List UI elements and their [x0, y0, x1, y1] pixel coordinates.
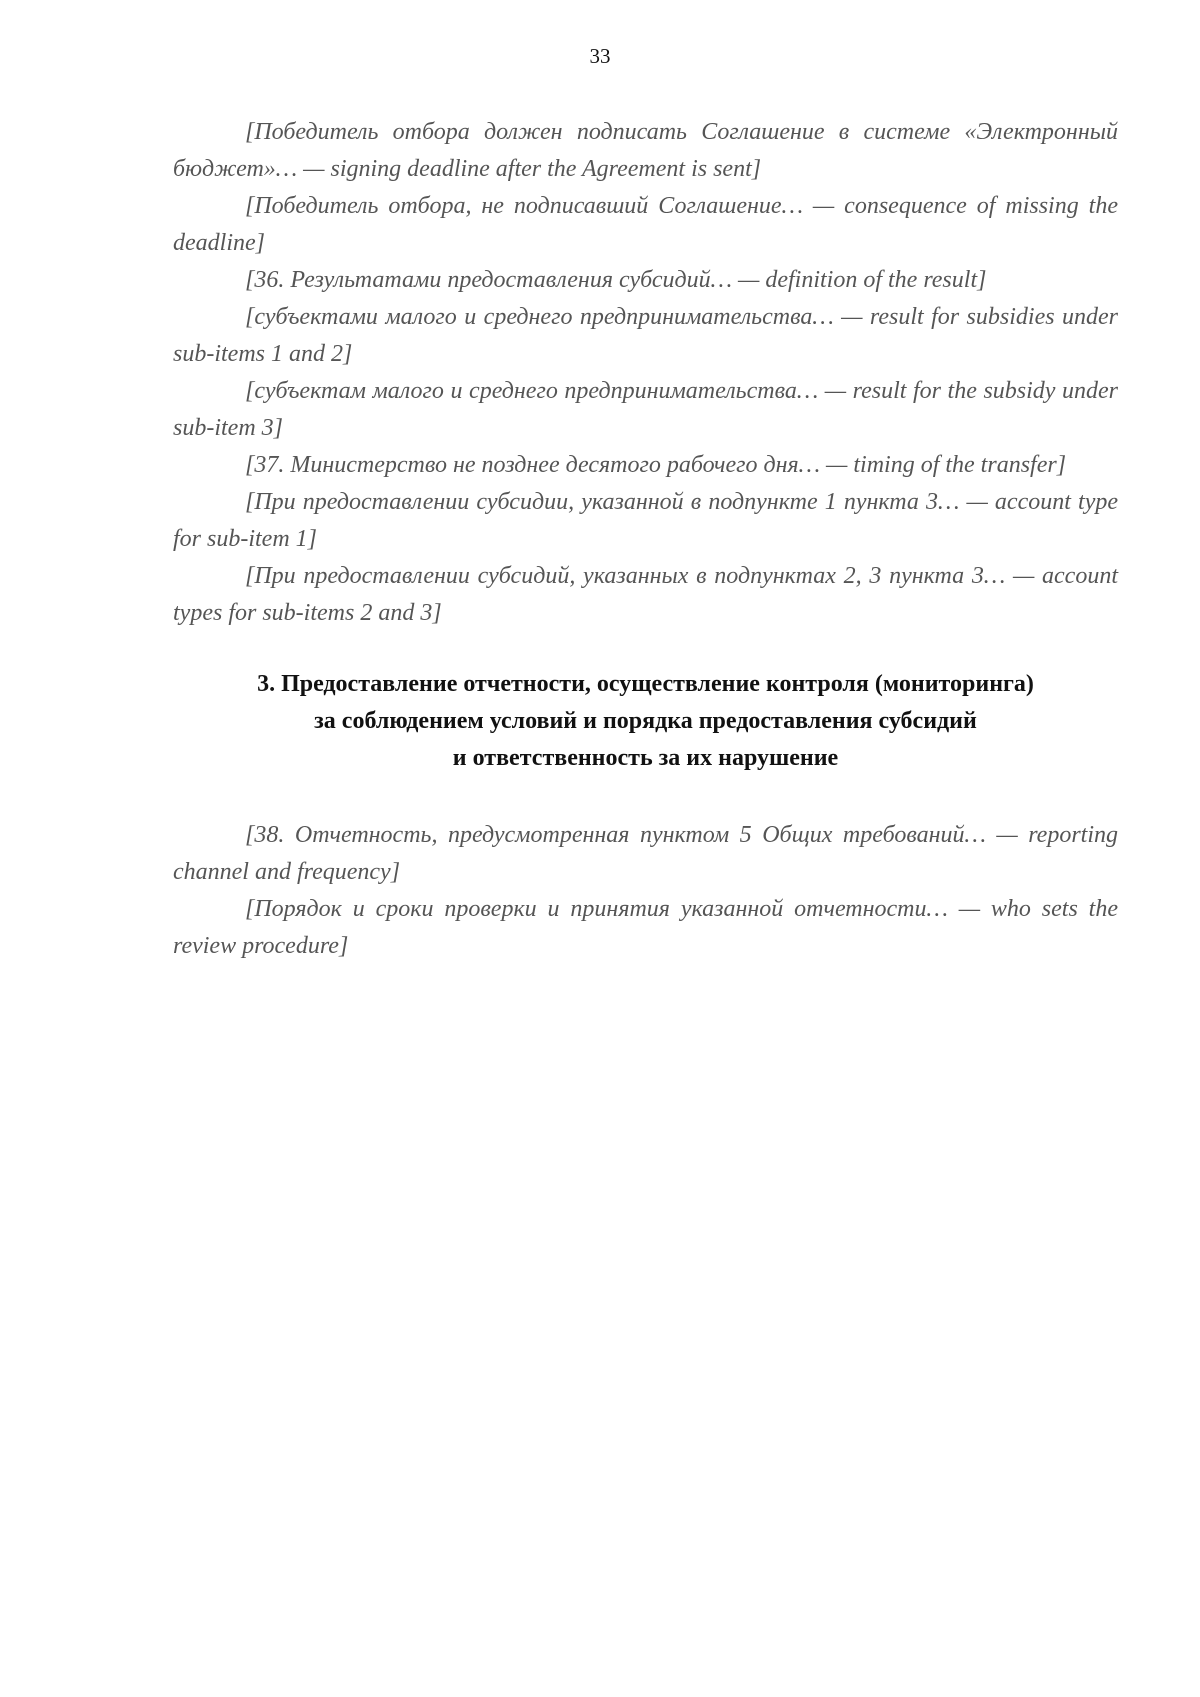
paragraph-result-projects: [субъектами малого и среднего предпринимательства… — result for subsidies under sub-items 1 and 2] [173, 304, 1118, 367]
section-heading-line: 3. Предоставление отчетности, осуществление контроля (мониторинга) [257, 671, 1034, 697]
document-body [173, 114, 1118, 965]
paragraph-winner-signing: [Победитель отбора должен подписать Соглашение в системе «Электронный бюджет»… — signing deadline after the Agreement is sent] [173, 119, 1118, 182]
paragraph-review-procedure: [Порядок и сроки проверки и принятия указанной отчетности… — who sets the review procedure] [173, 896, 1118, 959]
paragraph-result-consulting: [субъектам малого и среднего предпринимательства… — result for the subsidy under sub-item 3] [173, 378, 1118, 441]
section-heading-line: за соблюдением условий и порядка предоставления субсидий [314, 708, 977, 734]
paragraph-37-transfer: [37. Министерство не позднее десятого рабочего дня… — timing of the transfer] [245, 452, 1067, 478]
page-number: 33 [589, 44, 611, 68]
paragraph-38-reporting: [38. Отчетность, предусмотренная пунктом 5 Общих требований… — reporting channel and frequency] [173, 822, 1118, 885]
paragraph-winner-refusal: [Победитель отбора, не подписавший Соглашение… — consequence of missing the deadline] [173, 193, 1118, 256]
section-heading-3 [173, 666, 1118, 777]
section-heading-line: и ответственность за их нарушение [452, 745, 839, 771]
paragraph-36-results: [36. Результатами предоставления субсидий… — definition of the result] [245, 267, 987, 293]
paragraph-settlement-accounts: [При предоставлении субсидий, указанных в подпунктах 2, 3 пункта 3… — account types for sub-items 2 and 3] [173, 563, 1118, 626]
paragraph-personal-account: [При предоставлении субсидии, указанной в подпункте 1 пункта 3… — account type for sub-item 1] [173, 489, 1118, 552]
